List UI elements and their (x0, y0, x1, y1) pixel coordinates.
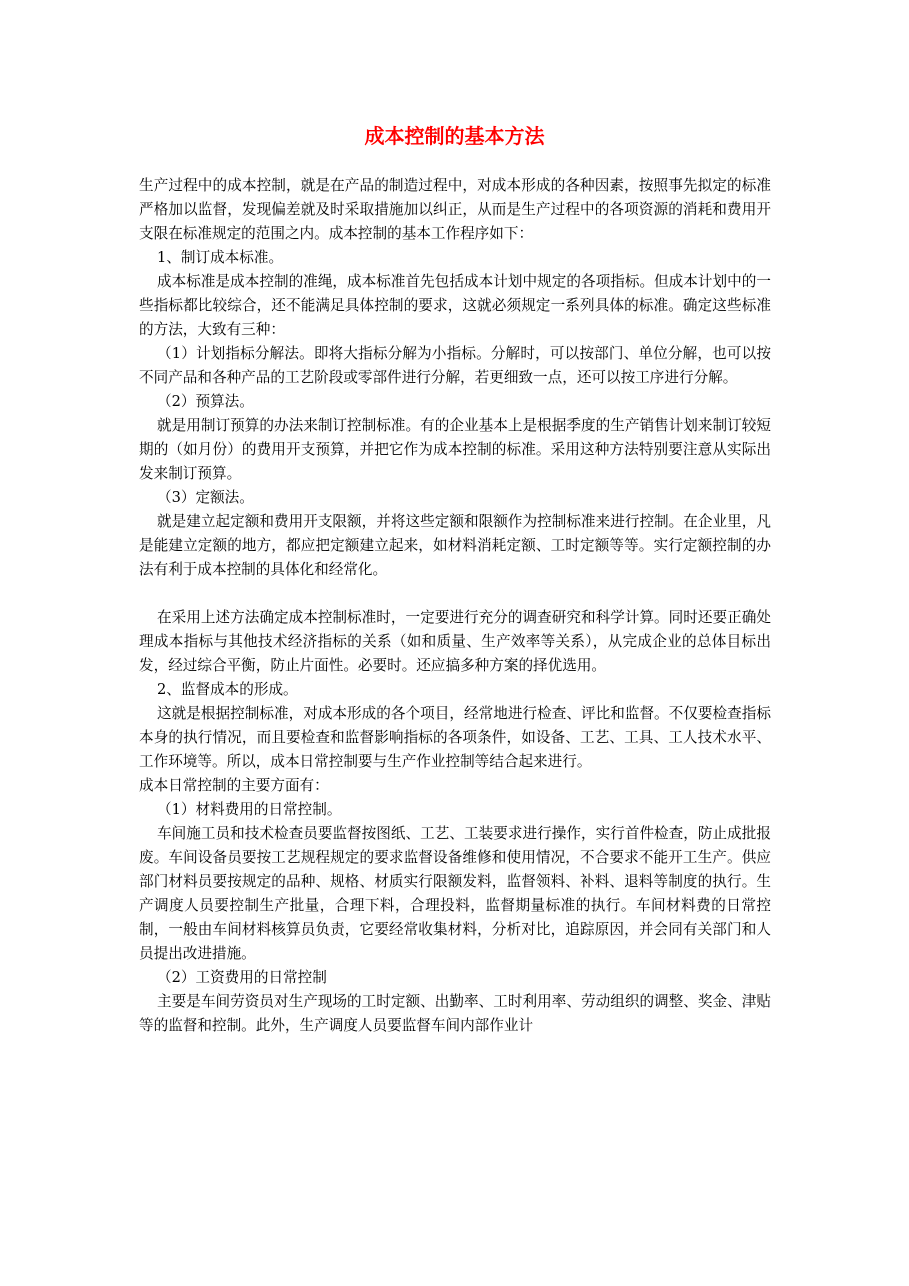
paragraph: 在采用上述方法确定成本控制标准时，一定要进行充分的调查研究和科学计算。同时还要正确处理成本指标与其他技术经济指标的关系（如和质量、生产效率等关系），从完成企业的总体目标出发，经过综合平衡，防止片面性。必要时。还应搞多种方案的择优选用。 (139, 609, 771, 674)
sub-heading: （1）材料费用的日常控制。 (157, 801, 342, 818)
section-heading: 2、监督成本的形成。 (157, 681, 298, 698)
blank-line (139, 582, 771, 606)
document-body (139, 174, 771, 1038)
paragraph: （1）计划指标分解法。即将大指标分解为小指标。分解时，可以按部门、单位分解，也可以按不同产品和各种产品的工艺阶段或零部件进行分解，若更细致一点，还可以按工序进行分解。 (139, 345, 771, 386)
sub-heading: （2）工资费用的日常控制 (157, 969, 327, 986)
paragraph: 成本标准是成本控制的准绳，成本标准首先包括成本计划中规定的各项指标。但成本计划中的一些指标都比较综合，还不能满足具体控制的要求，这就必须规定一系列具体的标准。确定这些标准的方法，大致有三种： (139, 273, 771, 338)
paragraph: 就是用制订预算的办法来制订控制标准。有的企业基本上是根据季度的生产销售计划来制订较短期的（如月份）的费用开支预算，并把它作为成本控制的标准。采用这种方法特别要注意从实际出发来制订预算。 (139, 417, 771, 482)
paragraph: 这就是根据控制标准，对成本形成的各个项目，经常地进行检查、评比和监督。不仅要检查指标本身的执行情况，而且要检查和监督影响指标的各项条件，如设备、工艺、工具、工人技术水平、工作环境等。所以，成本日常控制要与生产作业控制等结合起来进行。 (139, 705, 771, 770)
paragraph: 成本日常控制的主要方面有： (139, 777, 329, 794)
sub-heading: （3）定额法。 (157, 489, 254, 506)
section-heading: 1、制订成本标准。 (157, 249, 284, 266)
sub-heading: （2）预算法。 (157, 393, 254, 410)
document-title: 成本控制的基本方法 (364, 124, 545, 148)
paragraph: 主要是车间劳资员对生产现场的工时定额、出勤率、工时利用率、劳动组织的调整、奖金、津贴等的监督和控制。此外，生产调度人员要监督车间内部作业计 (139, 993, 771, 1034)
paragraph: 生产过程中的成本控制，就是在产品的制造过程中，对成本形成的各种因素，按照事先拟定的标准严格加以监督，发现偏差就及时采取措施加以纠正，从而是生产过程中的各项资源的消耗和费用开支限在标准规定的范围之内。成本控制的基本工作程序如下： (139, 177, 771, 242)
paragraph: 就是建立起定额和费用开支限额，并将这些定额和限额作为控制标准来进行控制。在企业里，凡是能建立定额的地方，都应把定额建立起来，如材料消耗定额、工时定额等等。实行定额控制的办法有利于成本控制的具体化和经常化。 (139, 513, 771, 578)
paragraph: 车间施工员和技术检查员要监督按图纸、工艺、工装要求进行操作，实行首件检查，防止成批报废。车间设备员要按工艺规程规定的要求监督设备维修和使用情况，不合要求不能开工生产。供应部门材料员要按规定的品种、规格、材质实行限额发料，监督领料、补料、退料等制度的执行。生产调度人员要控制生产批量，合理下料，合理投料，监督期量标准的执行。车间材料费的日常控制，一般由车间材料核算员负责，它要经常收集材料，分析对比，追踪原因，并会同有关部门和人员提出改进措施。 (139, 825, 771, 962)
